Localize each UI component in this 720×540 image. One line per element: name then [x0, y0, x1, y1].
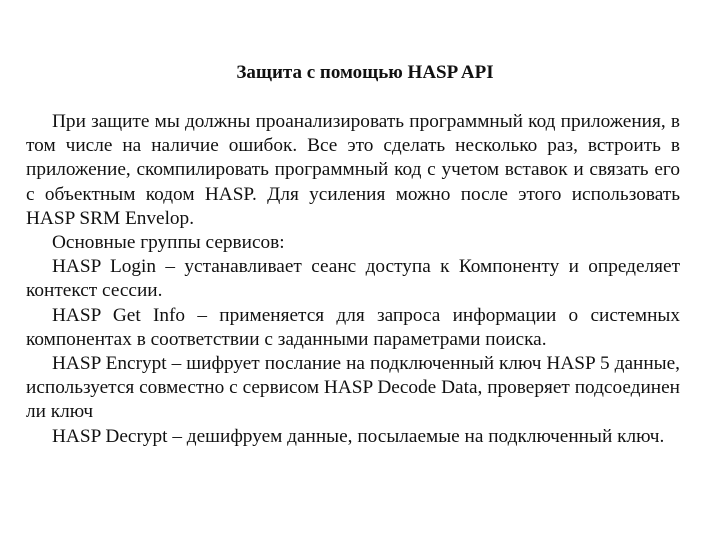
slide-body [26, 110, 680, 449]
paragraph-hasp-decrypt: HASP Decrypt – дешифруем данные, посылаемые на подключенный ключ. [52, 425, 665, 447]
paragraph-hasp-encrypt: HASP Encrypt – шифрует послание на подключенный ключ HASP 5 данные, используется совместно с сервисом HASP Decode Data, проверяет подсоединен ли ключ [26, 353, 680, 423]
paragraph-intro: При защите мы должны проанализировать программный код приложения, в том числе на наличие ошибок. Все это сделать несколько раз, встроить в приложение, скомпилировать программный код с учетом вставок и связать его с объектным кодом HASP. Для усиления можно после этого использовать HASP SRM Envelop. [26, 111, 680, 229]
paragraph-service-groups: Основные группы сервисов: [52, 232, 285, 254]
slide-title: Защита с помощью HASP API [236, 62, 494, 83]
paragraph-hasp-get-info: HASP Get Info – применяется для запроса информации о системных компонентах в соответствии с заданными параметрами поиска. [26, 304, 680, 350]
paragraph-hasp-login: HASP Login – устанавливает сеанс доступа к Компоненту и определяет контекст сессии. [26, 256, 680, 302]
